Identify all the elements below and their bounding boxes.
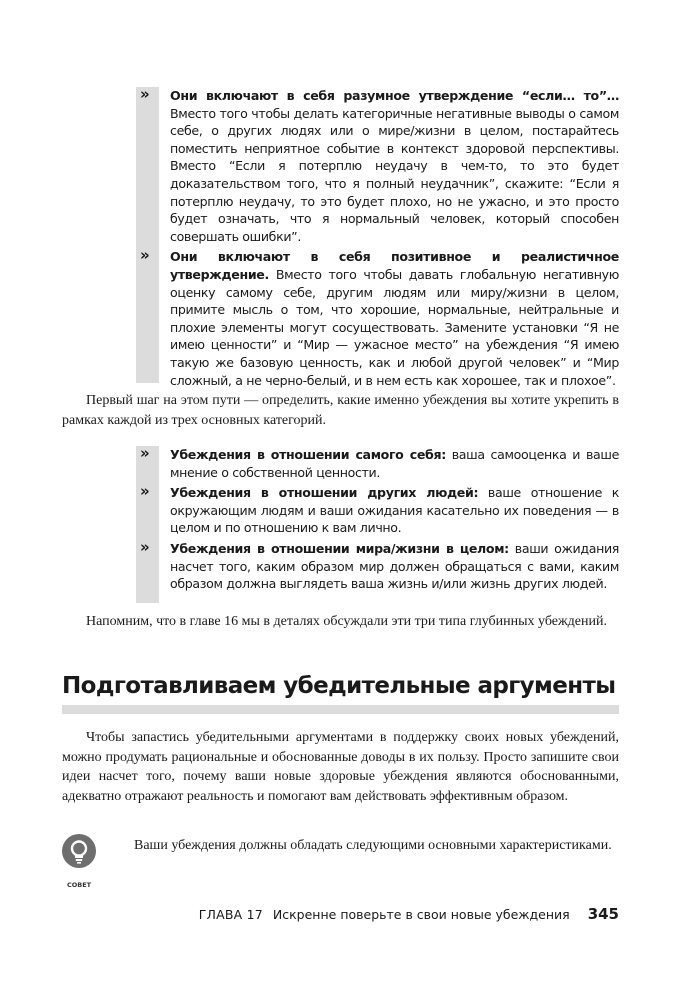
bullet-lead: Убеждения в отношении мира/жизни в целом: — [170, 540, 509, 556]
body-paragraph: Чтобы запастись убедительными аргументами в поддержку своих новых убеждений, можно продумать рациональные и обоснованные доводы в их пользу. Просто запишите свои идеи насчет того, почему ваши новые здоровые убеждения являются обоснованными, адекватно отражают реальность и помогают вам действовать эффективным образом. — [62, 730, 619, 804]
bullet-text: ваши ожидания насчет того, каким образом мир должен обращаться с вами, каким образом должна выглядеть ваша жизнь и/или жизнь других людей. — [170, 540, 620, 592]
list-item — [136, 248, 619, 389]
chapter-title: Искренне поверьте в свои новые убеждения — [272, 907, 570, 922]
bullet-marker: » — [140, 482, 150, 501]
bullet-block-1 — [136, 85, 619, 388]
tip-text: Ваши убеждения должны обладать следующими основными характеристиками. — [134, 838, 612, 853]
page-footer — [199, 905, 619, 923]
bullet-marker: » — [140, 444, 150, 462]
body-paragraph: Напомним, что в главе 16 мы в деталях обсуждали эти три типа глубинных убеждений. — [86, 614, 607, 629]
list-item — [136, 537, 620, 593]
list-item — [136, 87, 619, 245]
bullet-text: ваша самооценка и ваше мнение о собственной ценности. — [170, 447, 619, 480]
bullet-marker: » — [140, 246, 150, 265]
bullet-lead: Убеждения в отношении самого себя: — [170, 447, 446, 462]
section-heading: Подготавливаем убедительные аргументы — [62, 673, 619, 714]
bullet-lead: Они включают в себя разумное утверждение “если… то”… — [170, 88, 619, 103]
bullet-lead: Убеждения в отношении других людей: — [170, 485, 479, 501]
bullet-block-2 — [136, 446, 619, 603]
bullet-lead: Они включают в себя позитивное и реалистичное утверждение. — [170, 249, 619, 282]
list-item — [136, 446, 619, 481]
tip-label: СОВЕТ — [66, 881, 92, 889]
bullet-text: ваше отношение к окружающим людям и ваши ожидания касательно их поведения — в целом и по отношению к вам лично. — [170, 485, 619, 536]
bullet-marker: » — [140, 85, 150, 103]
chapter-number: ГЛАВА 17 — [198, 907, 263, 922]
bullet-marker: » — [140, 537, 150, 556]
bullet-text: Вместо того чтобы делать категоричные негативные выводы о самом себе, о других людях или о мире/жизни в целом, постарайтесь поместить неприятное событие в контекст здоровой перспективы. Вместо “Если я потерплю неудачу в чем-то, то это будет доказательством того, что я полный неудачник”, скажите: “Если я потерплю неудачу, то это будет плохо, но не ужасно, и это просто будет означать, что я нормальный человек, который способен совершать ошибки”. — [170, 105, 619, 244]
list-item — [136, 484, 619, 537]
bullet-text: Вместо того чтобы давать глобальную негативную оценку самому себе, другим людям или миру/жизни в целом, примите мысль о том, что хорошие, нормальные, нейтральные и плохие элементы могут сосуществовать. Замените установки “Я не имею ценности” и “Мир — ужасное место” на убеждения “Я имею такую же базовую ценность, как и любой другой человек” и “Мир сложный, а не черно-белый, и в нем есть как хорошее, так и плохое”. — [170, 266, 619, 388]
body-paragraph: Первый шаг на этом пути — определить, какие именно убеждения вы хотите укрепить в рамках каждой из трех основных категорий. — [62, 393, 619, 428]
page-number: 345 — [587, 905, 619, 923]
lightbulb-icon — [62, 834, 96, 868]
